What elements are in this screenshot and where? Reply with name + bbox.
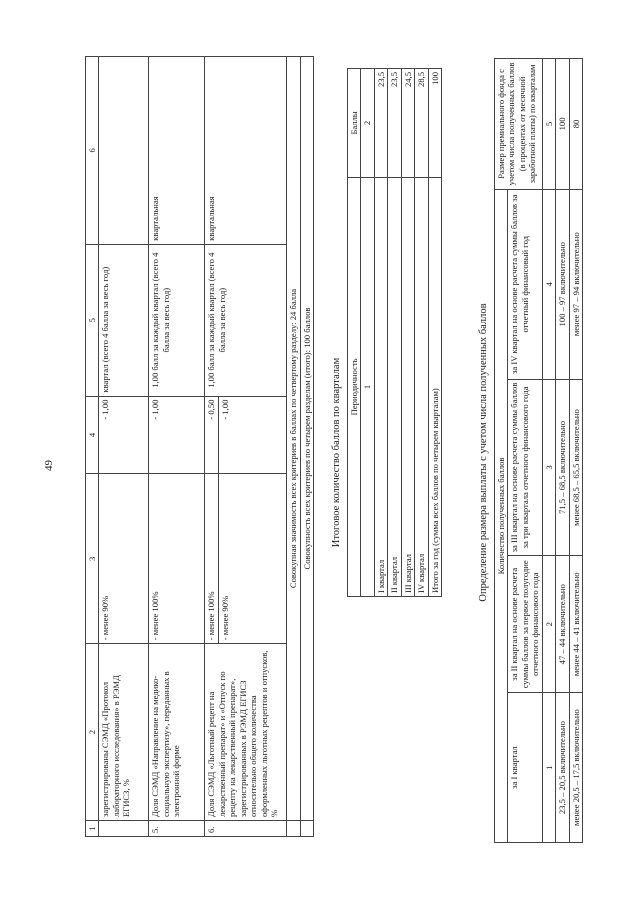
points-cell: 23,5 bbox=[374, 69, 387, 178]
col-number: 4 bbox=[86, 396, 99, 474]
cell: менее 44 – 41 включительно bbox=[569, 556, 582, 693]
periodicity: квартальная bbox=[149, 57, 205, 245]
points-value: - 0,50 bbox=[205, 397, 218, 474]
criterion-points bbox=[205, 396, 287, 474]
points-cell: 100 bbox=[428, 69, 441, 178]
section-total-row bbox=[287, 57, 300, 837]
col-number: 6 bbox=[86, 57, 99, 245]
criterion-values bbox=[205, 474, 287, 644]
period-cell: IV квартал bbox=[415, 177, 428, 596]
table-row bbox=[401, 69, 414, 597]
header-points: Баллы bbox=[348, 69, 361, 178]
cell: 47 – 44 включительно bbox=[556, 556, 569, 693]
max-points: 1,00 балл за каждый квартал (всего 4 балла за весь год) bbox=[205, 244, 287, 396]
quarterly-points-table bbox=[347, 68, 442, 597]
table-row bbox=[428, 69, 441, 597]
table-row bbox=[149, 57, 205, 837]
table-row bbox=[205, 57, 287, 837]
table-row bbox=[569, 59, 582, 843]
cell: менее 68,5 – 65,5 включительно bbox=[569, 379, 582, 556]
max-points: 1,00 балл за каждый квартал (всего 4 балла за весь год) bbox=[149, 244, 205, 396]
cell: менее 20,5 – 17,5 включительно bbox=[569, 693, 582, 843]
row-number bbox=[99, 821, 149, 837]
criterion-value: - менее 90% bbox=[219, 595, 230, 641]
header-q1: за I квартал bbox=[508, 693, 542, 843]
cell: 23,5 – 20,5 включительно bbox=[556, 693, 569, 843]
points-value: - 1,00 bbox=[219, 399, 230, 420]
row-number: 6. bbox=[205, 821, 287, 837]
criterion-text: зарегистрированы СЭМД «Протокол лабораторного исследования» в РЭМД ЕГИСЗ, % bbox=[99, 644, 149, 821]
col-number: 5 bbox=[542, 59, 555, 190]
criterion-value: - менее 90% bbox=[99, 474, 149, 644]
period-cell: I квартал bbox=[374, 177, 387, 596]
grand-total-text: Совокупность всех критериев по четырем разделам (итого): 100 баллов bbox=[300, 57, 313, 821]
col-number: 3 bbox=[542, 379, 555, 556]
table-row bbox=[415, 69, 428, 597]
col-number: 3 bbox=[86, 474, 99, 644]
cell: 80 bbox=[569, 59, 582, 190]
periodicity bbox=[99, 57, 149, 245]
header-fund: Размер премиального фонда с учетом числа полученных баллов (в процентах от месячной заработной платы) по кварталам bbox=[495, 59, 543, 190]
col-number: 2 bbox=[86, 644, 99, 821]
col-number: 1 bbox=[361, 177, 374, 596]
criterion-text: Доля СЭМД «Направление на медико-социальную экспертизу», переданных в электронной форме bbox=[149, 644, 205, 821]
table-row bbox=[388, 69, 401, 597]
header-periodicity: Периодичность bbox=[348, 177, 361, 596]
col-number: 2 bbox=[542, 556, 555, 693]
section-total-text: Совокупная значимость всех критериев в баллах по четвертому разделу: 24 балла bbox=[287, 57, 300, 821]
column-number-row bbox=[86, 57, 99, 837]
criterion-points: - 1,00 bbox=[149, 396, 205, 474]
points-cell: 28,5 bbox=[415, 69, 428, 178]
max-points: квартал (всего 4 балла за весь год) bbox=[99, 244, 149, 396]
criteria-table bbox=[85, 56, 314, 837]
page-number: 49 bbox=[43, 460, 55, 471]
cell: 71,5 – 68,5 включительно bbox=[556, 379, 569, 556]
criterion-value: - менее 100% bbox=[149, 474, 205, 644]
column-number-row bbox=[542, 59, 555, 843]
periodicity: квартальная bbox=[205, 57, 287, 245]
cell: 100 bbox=[556, 59, 569, 190]
header-q2: за II квартал на основе расчета суммы баллов за первое полугодие отчетного финансового года bbox=[508, 556, 542, 693]
quarterly-points-heading: Итоговое количество баллов по кварталам bbox=[331, 357, 342, 548]
header-row bbox=[348, 69, 361, 597]
col-number: 2 bbox=[361, 69, 374, 178]
col-number: 1 bbox=[542, 693, 555, 843]
header-q3: за III квартал на основе расчета суммы баллов за три квартала отчетного финансового года bbox=[508, 379, 542, 556]
criterion-points: - 1,00 bbox=[99, 396, 149, 474]
payment-size-table bbox=[494, 58, 583, 843]
period-cell: III квартал bbox=[401, 177, 414, 596]
period-cell: II квартал bbox=[388, 177, 401, 596]
col-number: 5 bbox=[86, 244, 99, 396]
group-header: Количество полученных баллов bbox=[495, 189, 508, 842]
points-cell: 24,5 bbox=[401, 69, 414, 178]
points-cell: 23,5 bbox=[388, 69, 401, 178]
col-number: 1 bbox=[86, 821, 99, 837]
col-number: 4 bbox=[542, 189, 555, 379]
criterion-value: - менее 100% bbox=[205, 474, 218, 643]
table-row bbox=[374, 69, 387, 597]
header-q4: за IV квартал на основе расчета суммы баллов за отчетный финансовый год bbox=[508, 189, 542, 379]
column-number-row bbox=[361, 69, 374, 597]
row-number: 5. bbox=[149, 821, 205, 837]
cell: 100 – 97 включительно bbox=[556, 189, 569, 379]
table-row bbox=[556, 59, 569, 843]
group-header-row bbox=[495, 59, 508, 843]
period-cell: Итого за год (сумма всех баллов по четырем кварталам) bbox=[428, 177, 441, 596]
criterion-text: Доля СЭМД «Льготный рецепт на лекарственный препарат» и «Отпуск по рецепту на лекарственный препарат», зарегистрированных в РЭМД ЕГИСЗ относительно общего количества оформленных льготных рецептов и отпусков, % bbox=[205, 644, 287, 821]
grand-total-row bbox=[300, 57, 313, 837]
payment-size-heading: Определение размера выплаты с учетом числа полученных баллов bbox=[478, 303, 489, 602]
table-row bbox=[99, 57, 149, 837]
cell: менее 97 – 94 включительно bbox=[569, 189, 582, 379]
